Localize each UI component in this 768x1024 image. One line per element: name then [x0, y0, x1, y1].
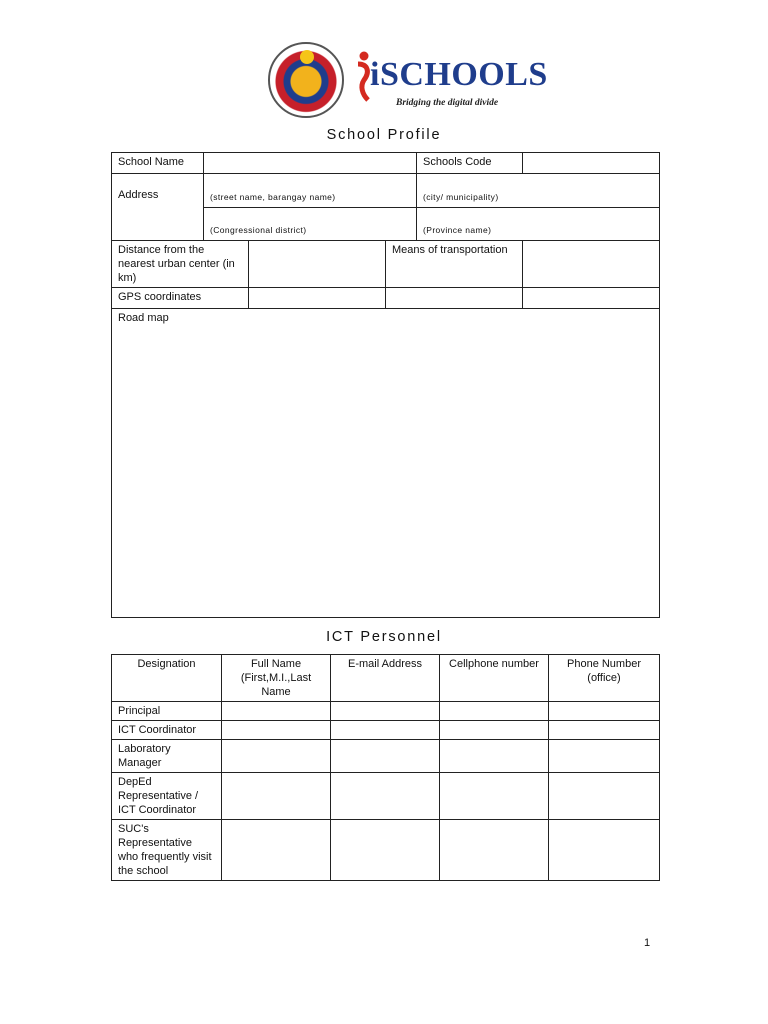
- province-hint[interactable]: (Province name): [417, 208, 660, 241]
- row-cell[interactable]: [549, 740, 660, 773]
- row-lab-manager-label: Laboratory Manager: [112, 740, 222, 773]
- road-map-label: Road map: [118, 312, 169, 324]
- header-cellphone: Cellphone number: [440, 655, 549, 702]
- schools-code-field[interactable]: [523, 153, 660, 174]
- table-row: [112, 820, 660, 881]
- row-cell[interactable]: [440, 820, 549, 881]
- row-cell[interactable]: [222, 820, 331, 881]
- row-cell[interactable]: [222, 773, 331, 820]
- ict-personnel-table: [111, 654, 660, 881]
- row-cell[interactable]: [440, 721, 549, 740]
- school-profile-table: [111, 152, 660, 618]
- gps-label: GPS coordinates: [112, 288, 249, 309]
- row-cell[interactable]: [549, 721, 660, 740]
- row-ict-coordinator-label: ICT Coordinator: [112, 721, 222, 740]
- row-cell[interactable]: [440, 773, 549, 820]
- row-cell[interactable]: [549, 702, 660, 721]
- school-name-field[interactable]: [204, 153, 417, 174]
- ischools-logo: [268, 42, 548, 118]
- street-hint[interactable]: (street name, barangay name): [204, 174, 417, 208]
- road-map-area[interactable]: [112, 309, 660, 618]
- table-row: [112, 773, 660, 820]
- row-cell[interactable]: [222, 740, 331, 773]
- table-row: [112, 721, 660, 740]
- city-hint[interactable]: (city/ municipality): [417, 174, 660, 208]
- row-cell[interactable]: [222, 702, 331, 721]
- brand-tagline: Bridging the digital divide: [396, 98, 499, 108]
- brand-name: iSCHOOLS: [370, 56, 548, 93]
- gps-field-1[interactable]: [249, 288, 386, 309]
- table-row: [112, 740, 660, 773]
- means-field[interactable]: [523, 241, 660, 288]
- gps-field-2[interactable]: [386, 288, 523, 309]
- row-cell[interactable]: [440, 740, 549, 773]
- address-label: Address: [112, 174, 204, 241]
- row-cell[interactable]: [331, 773, 440, 820]
- distance-label: Distance from the nearest urban center (in km): [112, 241, 249, 288]
- row-cell[interactable]: [549, 773, 660, 820]
- row-cell[interactable]: [331, 820, 440, 881]
- means-label: Means of transportation: [386, 241, 523, 288]
- header-phone-office: Phone Number (office): [549, 655, 660, 702]
- row-cell[interactable]: [440, 702, 549, 721]
- header-full-name: Full Name (First,M.I.,Last Name: [222, 655, 331, 702]
- row-cell[interactable]: [222, 721, 331, 740]
- ict-personnel-title: ICT Personnel: [326, 629, 442, 645]
- row-cell[interactable]: [331, 702, 440, 721]
- row-principal-label: Principal: [112, 702, 222, 721]
- distance-field[interactable]: [249, 241, 386, 288]
- cicit-seal-icon: [268, 42, 344, 118]
- gps-field-3[interactable]: [523, 288, 660, 309]
- row-deped-label: DepEd Representative / ICT Coordinator: [112, 773, 222, 820]
- table-row: [112, 702, 660, 721]
- school-name-label: School Name: [112, 153, 204, 174]
- header-email: E-mail Address: [331, 655, 440, 702]
- row-suc-label: SUC's Representative who frequently visit the school: [112, 820, 222, 881]
- district-hint[interactable]: (Congressional district): [204, 208, 417, 241]
- header-designation: Designation: [112, 655, 222, 702]
- row-cell[interactable]: [549, 820, 660, 881]
- school-profile-title: School Profile: [326, 127, 442, 143]
- row-cell[interactable]: [331, 721, 440, 740]
- row-cell[interactable]: [331, 740, 440, 773]
- schools-code-label: Schools Code: [417, 153, 523, 174]
- page-number: 1: [644, 937, 651, 949]
